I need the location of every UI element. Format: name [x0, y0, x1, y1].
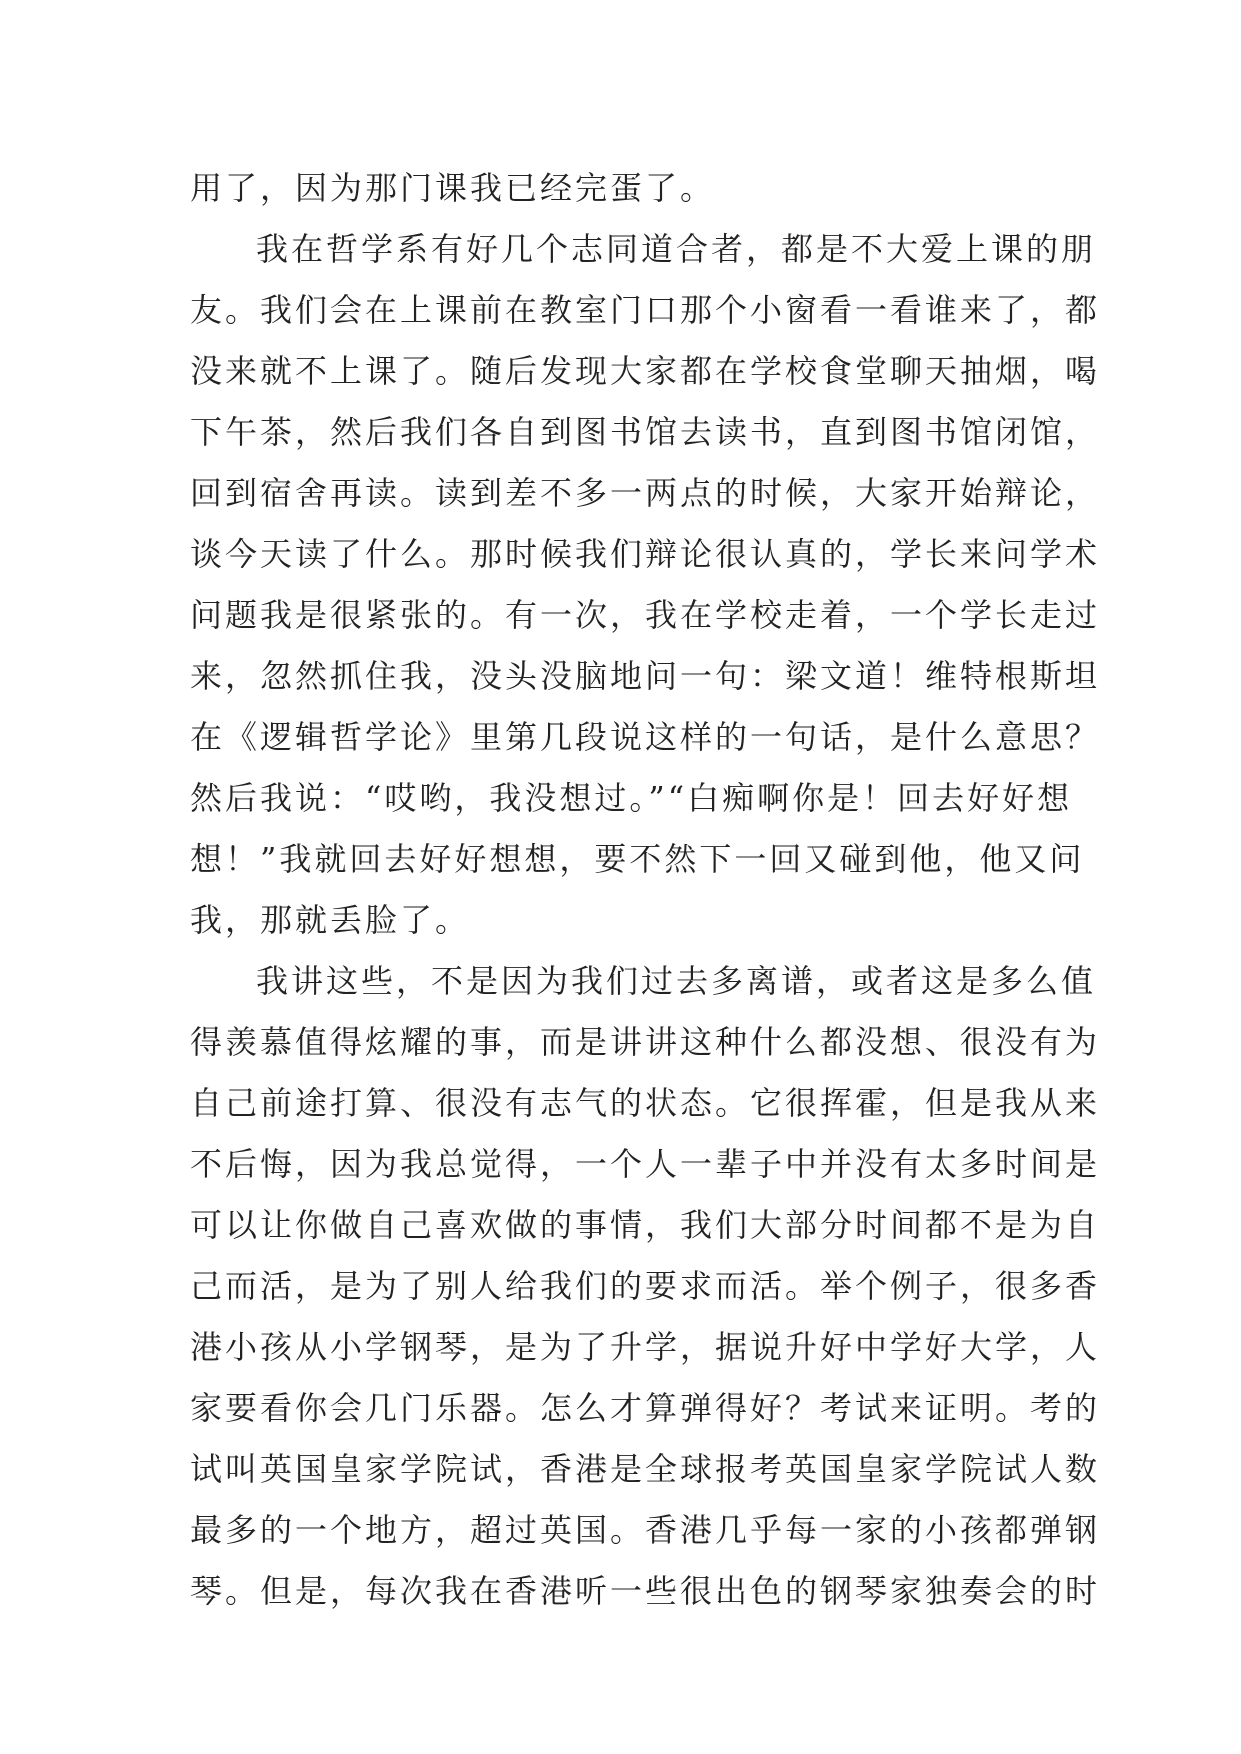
text-line: 我，那就丢脸了。	[190, 901, 471, 939]
text-line: 最多的一个地方，超过英国。香港几乎每一家的小孩都弹钢	[190, 1511, 1101, 1549]
text-line: 没来就不上课了。随后发现大家都在学校食堂聊天抽烟，喝	[190, 352, 1101, 390]
text-line: 己而活，是为了别人给我们的要求而活。举个例子，很多香	[190, 1267, 1101, 1305]
paragraph-start-line: 我在哲学系有好几个志同道合者，都是不大爱上课的朋	[256, 230, 1097, 268]
text-line: 友。我们会在上课前在教室门口那个小窗看一看谁来了，都	[190, 291, 1101, 329]
text-line: 港小孩从小学钢琴，是为了升学，据说升好中学好大学，人	[190, 1328, 1101, 1366]
text-line: 自己前途打算、很没有志气的状态。它很挥霍，但是我从来	[190, 1084, 1101, 1122]
text-line: 试叫英国皇家学院试，香港是全球报考英国皇家学院试人数	[190, 1450, 1101, 1488]
text-line: 来，忽然抓住我，没头没脑地问一句：梁文道！维特根斯坦	[190, 657, 1101, 695]
text-line: 家要看你会几门乐器。怎么才算弹得好？考试来证明。考的	[190, 1389, 1101, 1427]
text-line: 得羡慕值得炫耀的事，而是讲讲这种什么都没想、很没有为	[190, 1023, 1101, 1061]
text-line: 可以让你做自己喜欢做的事情，我们大部分时间都不是为自	[190, 1206, 1101, 1244]
paragraph-start-line: 我讲这些，不是因为我们过去多离谱，或者这是多么值	[256, 962, 1097, 1000]
text-line: 回到宿舍再读。读到差不多一两点的时候，大家开始辩论，	[190, 474, 1101, 512]
text-line: 不后悔，因为我总觉得，一个人一辈子中并没有太多时间是	[190, 1145, 1101, 1183]
text-line: 问题我是很紧张的。有一次，我在学校走着，一个学长走过	[190, 596, 1101, 634]
body-text	[190, 158, 1101, 1622]
text-line: 琴。但是，每次我在香港听一些很出色的钢琴家独奏会的时	[190, 1572, 1101, 1610]
text-line: 在《逻辑哲学论》里第几段说这样的一句话，是什么意思？	[190, 718, 1101, 756]
text-line: 下午茶，然后我们各自到图书馆去读书，直到图书馆闭馆，	[190, 413, 1101, 451]
text-line: 用了，因为那门课我已经完蛋了。	[190, 169, 716, 207]
text-line: 然后我说：“哎哟，我没想过。”“白痴啊你是！回去好好想	[190, 779, 1073, 817]
text-line: 想！”我就回去好好想想，要不然下一回又碰到他，他又问	[190, 840, 1085, 878]
text-line: 谈今天读了什么。那时候我们辩论很认真的，学长来问学术	[190, 535, 1101, 573]
